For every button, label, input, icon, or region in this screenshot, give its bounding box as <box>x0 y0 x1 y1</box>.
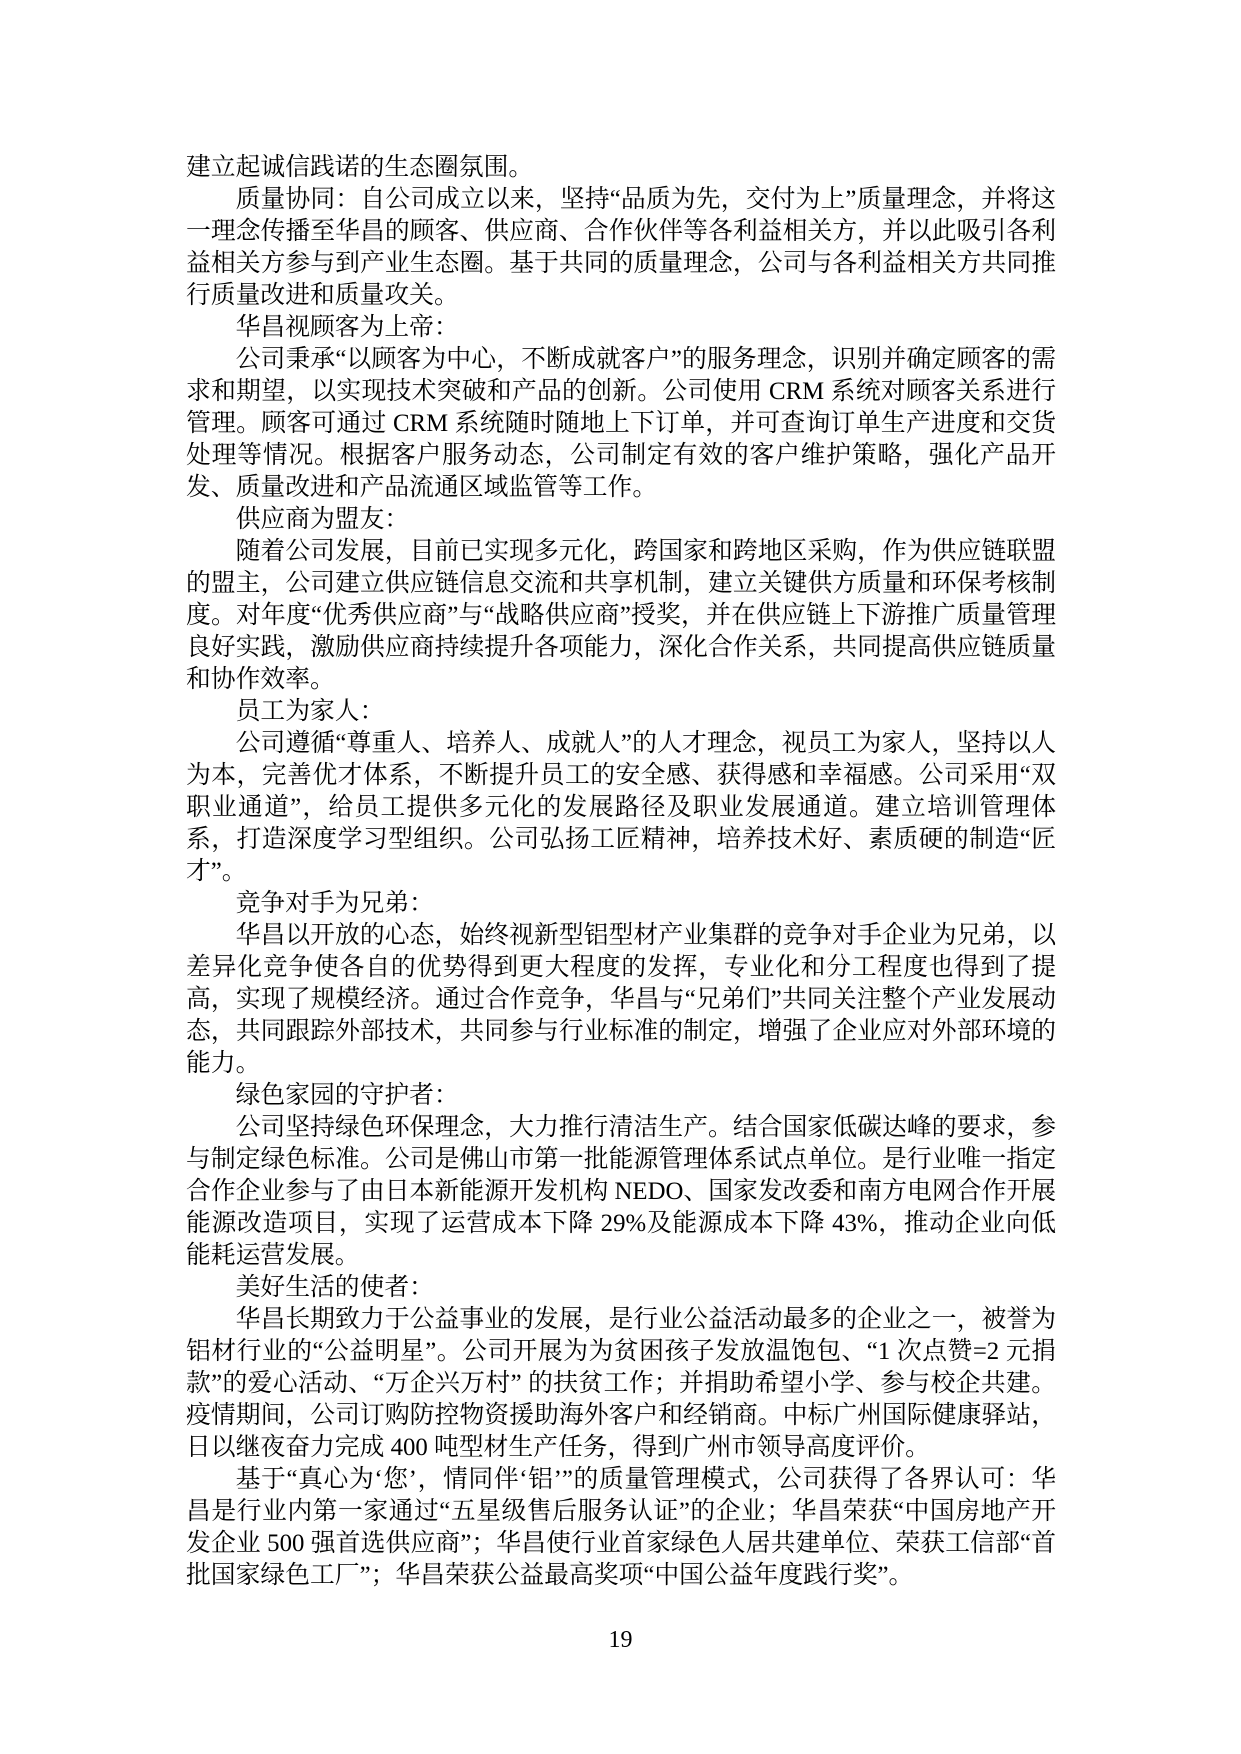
section-heading: 供应商为盟友： <box>235 506 410 533</box>
paragraph: 质量协同：自公司成立以来，坚持“品质为先，交付为上”质量理念，并将这一理念传播至华昌的顾客、供应商、合作伙伴等各利益相关方，并以此吸引各利益相关方参与到产业生态圈。基于共同的质量理念，公司与各利益相关方共同推行质量改进和质量攻关。 <box>186 186 1056 309</box>
page-body <box>186 152 1056 1592</box>
paragraph: 华昌以开放的心态，始终视新型铝型材产业集群的竞争对手企业为兄弟，以差异化竞争使各自的优势得到更大程度的发挥，专业化和分工程度也得到了提高，实现了规模经济。通过合作竞争，华昌与“兄弟们”共同关注整个产业发展动态，共同跟踪外部技术，共同参与行业标准的制定，增强了企业应对外部环境的能力。 <box>186 922 1056 1077</box>
paragraph: 基于“真心为‘您’，情同伴‘铝’”的质量管理模式，公司获得了各界认可：华昌是行业内第一家通过“五星级售后服务认证”的企业；华昌荣获“中国房地产开发企业 500 强首选供应商”；华昌使行业首家绿色人居共建单位、荣获工信部“首批国家绿色工厂”；华昌荣获公益最高奖项“中国公益年度践行奖”。 <box>186 1466 1056 1589</box>
paragraph: 随着公司发展，目前已实现多元化，跨国家和跨地区采购，作为供应链联盟的盟主，公司建立供应链信息交流和共享机制，建立关键供方质量和环保考核制度。对年度“优秀供应商”与“战略供应商”授奖，并在供应链上下游推广质量管理良好实践，激励供应商持续提升各项能力，深化合作关系，共同提高供应链质量和协作效率。 <box>186 538 1056 693</box>
page-number: 19 <box>608 1627 633 1653</box>
section-heading: 竞争对手为兄弟： <box>235 890 434 917</box>
paragraph: 公司坚持绿色环保理念，大力推行清洁生产。结合国家低碳达峰的要求，参与制定绿色标准。公司是佛山市第一批能源管理体系试点单位。是行业唯一指定合作企业参与了由日本新能源开发机构 NEDO、国家发改委和南方电网合作开展能源改造项目，实现了运营成本下降 29%及能源成本下降 43%，推动企业向低能耗运营发展。 <box>186 1114 1056 1269</box>
section-heading: 美好生活的使者： <box>235 1274 434 1301</box>
paragraph: 建立起诚信践诺的生态圈氛围。 <box>186 154 534 181</box>
paragraph: 公司秉承“以顾客为中心，不断成就客户”的服务理念，识别并确定顾客的需求和期望，以实现技术突破和产品的创新。公司使用 CRM 系统对顾客关系进行管理。顾客可通过 CRM 系统随时随地上下订单，并可查询订单生产进度和交货处理等情况。根据客户服务动态，公司制定有效的客户维护策略，强化产品开发、质量改进和产品流通区域监管等工作。 <box>186 346 1056 501</box>
section-heading: 绿色家园的守护者： <box>235 1082 459 1109</box>
section-heading: 华昌视顾客为上帝： <box>235 314 459 341</box>
paragraph: 公司遵循“尊重人、培养人、成就人”的人才理念，视员工为家人，坚持以人为本，完善优才体系，不断提升员工的安全感、获得感和幸福感。公司采用“双职业通道”，给员工提供多元化的发展路径及职业发展通道。建立培训管理体系，打造深度学习型组织。公司弘扬工匠精神，培养技术好、素质硬的制造“匠才”。 <box>186 730 1056 885</box>
section-heading: 员工为家人： <box>235 698 385 725</box>
paragraph: 华昌长期致力于公益事业的发展，是行业公益活动最多的企业之一，被誉为铝材行业的“公益明星”。公司开展为为贫困孩子发放温饱包、“1 次点赞=2 元捐款”的爱心活动、“万企兴万村” 的扶贫工作；并捐助希望小学、参与校企共建。疫情期间，公司订购防控物资援助海外客户和经销商。中标广州国际健康驿站，日以继夜奋力完成 400 吨型材生产任务，得到广州市领导高度评价。 <box>186 1306 1056 1461</box>
